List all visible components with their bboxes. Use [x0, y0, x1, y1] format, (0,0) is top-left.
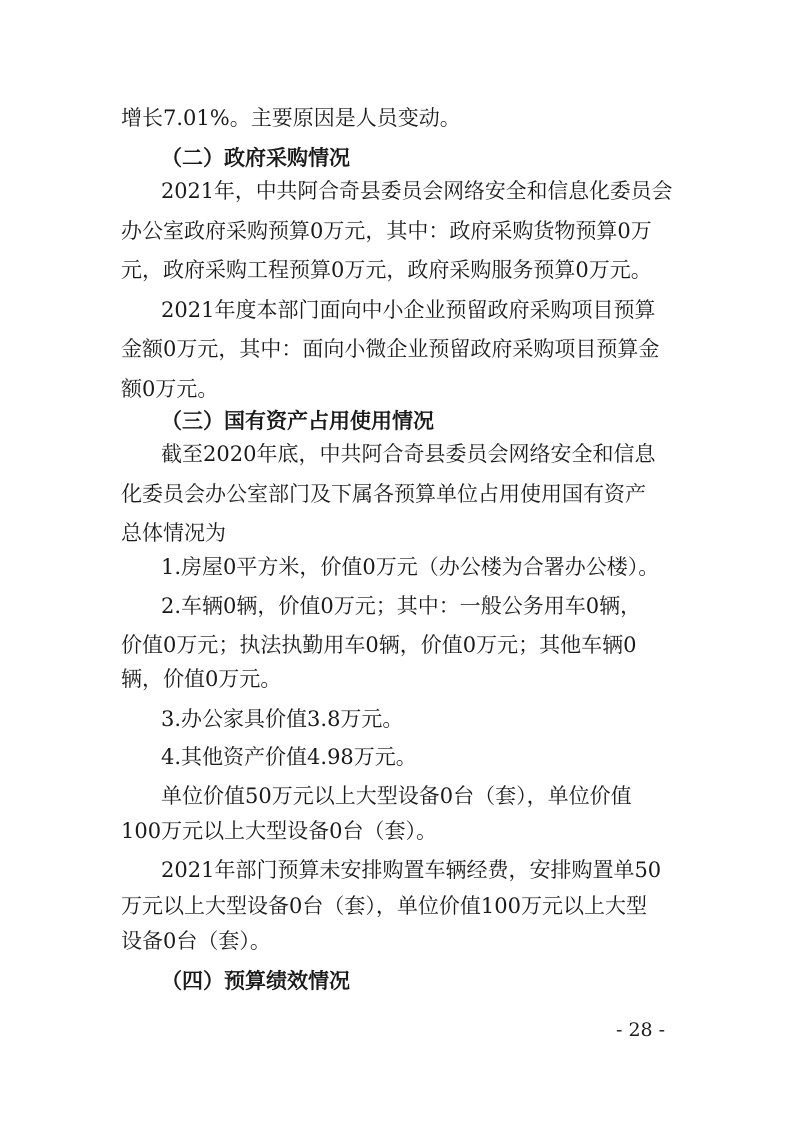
text-line-13: 1.房屋0平方米，价值0万元（办公楼为合署办公楼）。 — [161, 555, 660, 579]
text-line-21: 2021年部门预算未安排购置车辆经费，安排购置单50 — [161, 858, 662, 882]
text-line-6: 2021年度本部门面向中小企业预留政府采购项目预算 — [161, 298, 656, 322]
paragraph-line — [0, 547, 793, 587]
heading-state-assets: （三）国有资产占用使用情况 — [161, 409, 434, 433]
paragraph-line — [0, 886, 793, 926]
paragraph-line — [0, 737, 793, 777]
text-line-12: 总体情况为 — [121, 521, 226, 545]
section-heading — [0, 961, 793, 1001]
text-line-19: 单位价值50万元以上大型设备0台（套），单位价值 — [161, 784, 632, 808]
paragraph-line — [0, 474, 793, 514]
paragraph-line — [0, 171, 793, 211]
paragraph-line — [0, 850, 793, 890]
paragraph-line — [0, 586, 793, 626]
text-line-18: 4.其他资产价值4.98万元。 — [161, 745, 417, 769]
text-line-10: 截至2020年底，中共阿合奇县委员会网络安全和信息 — [161, 442, 656, 466]
paragraph-line — [0, 211, 793, 251]
paragraph-line — [0, 659, 793, 699]
text-line-8: 额0万元。 — [121, 377, 219, 401]
heading-government-procurement: （二）政府采购情况 — [161, 146, 350, 170]
text-line-1: 增长7.01%。主要原因是人员变动。 — [121, 106, 461, 130]
paragraph-line — [0, 699, 793, 739]
text-line-17: 3.办公家具价值3.8万元。 — [161, 707, 404, 731]
text-line-20: 100万元以上大型设备0台（套）。 — [121, 819, 437, 843]
paragraph-line — [0, 434, 793, 474]
text-line-5: 元，政府采购工程预算0万元，政府采购服务预算0万元。 — [121, 258, 652, 282]
paragraph-line — [0, 329, 793, 369]
paragraph-line — [0, 921, 793, 961]
heading-budget-performance: （四）预算绩效情况 — [161, 969, 350, 993]
text-line-11: 化委员会办公室部门及下属各预算单位占用使用国有资产 — [121, 482, 646, 506]
text-line-3: 2021年，中共阿合奇县委员会网络安全和信息化委员会 — [161, 179, 673, 203]
text-line-4: 办公室政府采购预算0万元，其中：政府采购货物预算0万 — [121, 219, 652, 243]
text-line-15: 价值0万元；执法执勤用车0辆，价值0万元；其他车辆0 — [121, 633, 637, 657]
text-line-22: 万元以上大型设备0台（套），单位价值100万元以上大型 — [121, 894, 647, 918]
text-line-14: 2.车辆0辆，价值0万元；其中：一般公务用车0辆， — [161, 594, 642, 618]
text-line-23: 设备0台（套）。 — [121, 929, 271, 953]
text-line-16: 辆，价值0万元。 — [121, 667, 282, 691]
page-number: - 28 - — [616, 1019, 666, 1041]
text-line-7: 金额0万元，其中：面向小微企业预留政府采购项目预算金 — [121, 337, 660, 361]
paragraph-line — [0, 290, 793, 330]
paragraph-line — [0, 811, 793, 851]
paragraph-line — [0, 98, 793, 138]
paragraph-line — [0, 776, 793, 816]
paragraph-line — [0, 250, 793, 290]
